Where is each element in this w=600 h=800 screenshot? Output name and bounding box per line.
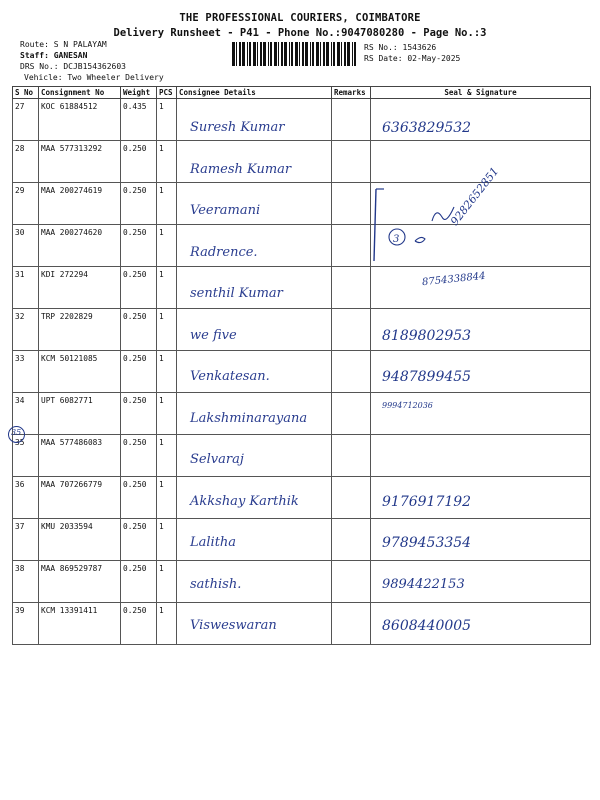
- signature-phone: 8754338844: [421, 270, 487, 289]
- sno-cell: 30: [13, 225, 39, 267]
- barcode-bar: [310, 42, 311, 66]
- barcode-bar: [320, 42, 321, 66]
- table-row: [13, 519, 591, 561]
- signature-phone: 9789453354: [382, 535, 472, 551]
- signature-phone: 6363829532: [382, 120, 472, 136]
- barcode-bar: [354, 42, 356, 66]
- table-row: [13, 267, 591, 309]
- table-row: [13, 309, 591, 351]
- barcode-bar: [331, 42, 332, 66]
- consignee-handwritten-name: Lakshminarayana: [190, 410, 308, 426]
- consignee-handwritten-name: senthil Kumar: [190, 286, 283, 301]
- consignment-cell: TRP 2202829: [39, 309, 121, 351]
- barcode-bar: [333, 42, 335, 66]
- col-consignment: Consignment No: [39, 87, 121, 99]
- remarks-cell: [332, 561, 371, 603]
- consignment-cell: KCM 13391411: [39, 603, 121, 645]
- remarks-cell: [332, 183, 371, 225]
- bracket-number: 3: [393, 234, 400, 245]
- pcs-cell: 1: [157, 603, 177, 645]
- sno-cell: 33: [13, 351, 39, 393]
- runsheet-subtitle: Delivery Runsheet - P41 - Phone No.:9047080280 - Page No.:3: [113, 27, 487, 39]
- barcode-bar: [323, 42, 325, 66]
- signature-phone: 9894422153: [382, 576, 465, 592]
- sno-cell: 36: [13, 477, 39, 519]
- weight-cell: 0.250: [121, 141, 157, 183]
- pcs-cell: 1: [157, 351, 177, 393]
- barcode-bar: [239, 42, 241, 66]
- consignment-cell: MAA 200274620: [39, 225, 121, 267]
- pcs-cell: 1: [157, 225, 177, 267]
- sno-cell: 34: [13, 393, 39, 435]
- barcode-bar: [281, 42, 283, 66]
- barcode-bar: [284, 42, 287, 66]
- consignment-cell: MAA 707266779: [39, 477, 121, 519]
- consignment-cell: UPT 6082771: [39, 393, 121, 435]
- table-row: [13, 435, 591, 477]
- consignee-handwritten-name: Visweswaran: [190, 618, 277, 633]
- pcs-cell: 1: [157, 309, 177, 351]
- consignee-handwritten-name: Veeramani: [190, 203, 261, 218]
- remarks-cell: [332, 309, 371, 351]
- consignee-handwritten-name: Lalitha: [190, 535, 237, 550]
- barcode-bar: [247, 42, 248, 66]
- bracket-phone: 9282652851: [448, 164, 502, 229]
- barcode-bar: [263, 42, 266, 66]
- barcode-bar: [257, 42, 258, 66]
- remarks-cell: [332, 519, 371, 561]
- pcs-cell: 1: [157, 477, 177, 519]
- remarks-cell: [332, 99, 371, 141]
- barcode-bar: [347, 42, 350, 66]
- weight-cell: 0.250: [121, 435, 157, 477]
- barcode-bar: [316, 42, 319, 66]
- barcode-bar: [268, 42, 269, 66]
- sno-cell: 31: [13, 267, 39, 309]
- consignee-handwritten-name: Akkshay Karthik: [190, 493, 299, 509]
- consignee-handwritten-name: Selvaraj: [190, 452, 244, 467]
- remarks-cell: [332, 393, 371, 435]
- signature-phone: 8608440005: [382, 618, 472, 634]
- sno-cell: 32: [13, 309, 39, 351]
- remarks-cell: [332, 603, 371, 645]
- col-sno: S No: [13, 87, 39, 99]
- consignment-cell: KDI 272294: [39, 267, 121, 309]
- pcs-cell: 1: [157, 393, 177, 435]
- consignment-cell: KOC 61884512: [39, 99, 121, 141]
- table-row: [13, 351, 591, 393]
- company-title: THE PROFESSIONAL COURIERS, COIMBATORE: [179, 12, 421, 24]
- sno-cell: 27: [13, 99, 39, 141]
- row35-mark-text: 35: [11, 428, 22, 437]
- table-row: [13, 183, 591, 225]
- table-row: [13, 477, 591, 519]
- remarks-cell: [332, 435, 371, 477]
- signature-phone: 8189802953: [382, 327, 472, 344]
- barcode-bar: [326, 42, 329, 66]
- consignee-handwritten-name: Venkatesan.: [190, 369, 270, 384]
- consignee-handwritten-name: we five: [190, 327, 237, 343]
- col-pcs: PCS: [157, 87, 177, 99]
- barcode-bar: [249, 42, 251, 66]
- table-row: [13, 561, 591, 603]
- consignment-cell: MAA 577313292: [39, 141, 121, 183]
- col-signature: Seal & Signature: [371, 87, 591, 99]
- pcs-cell: 1: [157, 141, 177, 183]
- table-row: [13, 99, 591, 141]
- weight-cell: 0.250: [121, 225, 157, 267]
- route-label: Route: S N PALAYAM: [20, 40, 107, 49]
- sno-cell: 39: [13, 603, 39, 645]
- remarks-cell: [332, 351, 371, 393]
- weight-cell: 0.250: [121, 603, 157, 645]
- weight-cell: 0.250: [121, 519, 157, 561]
- remarks-cell: [332, 225, 371, 267]
- barcode-bar: [236, 42, 237, 66]
- sno-cell: 35: [13, 435, 39, 477]
- sno-cell: 29: [13, 183, 39, 225]
- sno-cell: 38: [13, 561, 39, 603]
- consignment-cell: MAA 577486083: [39, 435, 121, 477]
- consignment-cell: MAA 200274619: [39, 183, 121, 225]
- barcode-bar: [352, 42, 353, 66]
- consignment-cell: MAA 869529787: [39, 561, 121, 603]
- table-row: [13, 225, 591, 267]
- pcs-cell: 1: [157, 99, 177, 141]
- pcs-cell: 1: [157, 267, 177, 309]
- barcode-bar: [305, 42, 308, 66]
- pcs-cell: 1: [157, 435, 177, 477]
- barcode-bar: [278, 42, 279, 66]
- consignee-handwritten-name: Suresh Kumar: [190, 120, 285, 135]
- rs-date: RS Date: 02-May-2025: [364, 54, 461, 63]
- barcode-bar: [232, 42, 235, 66]
- barcode-bar: [295, 42, 298, 66]
- barcode-icon: [232, 42, 356, 66]
- pcs-cell: 1: [157, 183, 177, 225]
- remarks-cell: [332, 141, 371, 183]
- signature-cell: [371, 435, 591, 477]
- barcode-bar: [260, 42, 262, 66]
- consignment-cell: KMU 2033594: [39, 519, 121, 561]
- weight-cell: 0.435: [121, 99, 157, 141]
- barcode-bar: [274, 42, 277, 66]
- pcs-cell: 1: [157, 519, 177, 561]
- weight-cell: 0.250: [121, 309, 157, 351]
- remarks-cell: [332, 477, 371, 519]
- signature-cell: [371, 393, 591, 435]
- vehicle-label: Vehicle: Two Wheeler Delivery: [24, 73, 164, 82]
- barcode-bar: [291, 42, 293, 66]
- weight-cell: 0.250: [121, 183, 157, 225]
- barcode-bar: [344, 42, 346, 66]
- barcode-bar: [299, 42, 300, 66]
- runsheet-table: [12, 86, 591, 645]
- signature-phone: 9994712036: [382, 400, 433, 410]
- col-consignee: Consignee Details: [177, 87, 332, 99]
- weight-cell: 0.250: [121, 561, 157, 603]
- weight-cell: 0.250: [121, 351, 157, 393]
- barcode-bar: [302, 42, 304, 66]
- barcode-bar: [312, 42, 314, 66]
- sno-cell: 37: [13, 519, 39, 561]
- pcs-cell: 1: [157, 561, 177, 603]
- drs-label: DRS No.: DCJB154362603: [20, 62, 126, 71]
- consignment-cell: KCM 50121085: [39, 351, 121, 393]
- consignee-handwritten-name: Ramesh Kumar: [190, 161, 292, 177]
- rs-number: RS No.: 1543626: [364, 43, 437, 52]
- barcode-bar: [242, 42, 245, 66]
- barcode-bar: [341, 42, 342, 66]
- table-row: [13, 141, 591, 183]
- weight-cell: 0.250: [121, 393, 157, 435]
- barcode-bar: [253, 42, 256, 66]
- weight-cell: 0.250: [121, 267, 157, 309]
- weight-cell: 0.250: [121, 477, 157, 519]
- col-weight: Weight: [121, 87, 157, 99]
- remarks-cell: [332, 267, 371, 309]
- signature-phone: 9487899455: [382, 369, 472, 385]
- sno-cell: 28: [13, 141, 39, 183]
- signature-phone: 9176917192: [382, 493, 472, 510]
- col-remarks: Remarks: [332, 87, 371, 99]
- table-row: [13, 603, 591, 645]
- barcode-bar: [337, 42, 340, 66]
- table-header-row: [13, 87, 591, 99]
- consignee-handwritten-name: sathish.: [190, 576, 242, 592]
- staff-label: Staff: GANESAN: [20, 51, 88, 60]
- barcode-bar: [270, 42, 272, 66]
- barcode-bar: [289, 42, 290, 66]
- consignee-handwritten-name: Radrence.: [190, 244, 258, 260]
